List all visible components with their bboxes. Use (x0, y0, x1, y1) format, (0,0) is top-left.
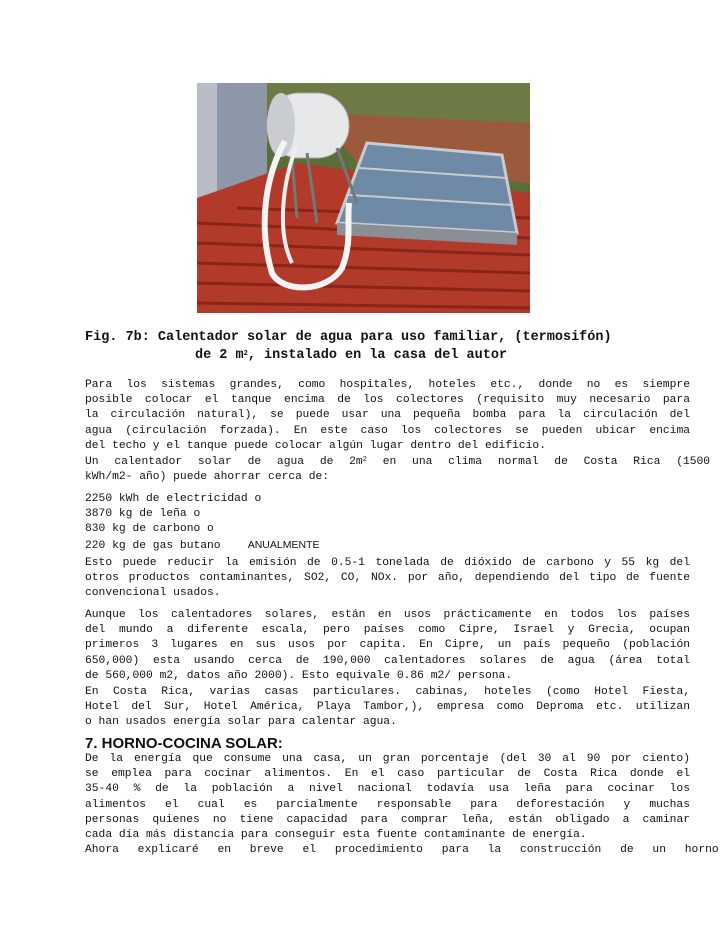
text-line: posible colocar el tanque encima de los colectores (requisito muy necesario para (85, 394, 690, 407)
text-line: del techo y el tanque puede colocar algún lugar dentro del edificio. (85, 439, 546, 452)
list-item: 3870 kg de leña o (85, 508, 201, 521)
list-item: 220 kg de gas butano ANUALMENTE (85, 538, 320, 552)
text-line: Esto puede reducir la emisión de 0.5-1 tonelada de dióxido de carbono y 55 kg del (85, 557, 690, 569)
paragraph-large-systems (85, 378, 690, 454)
text-line: la circulación natural), se puede usar una pequeña bomba para la circulación del (85, 409, 690, 422)
paragraph-cooking-energy (85, 752, 690, 843)
list-item: 830 kg de carbono o (85, 523, 214, 536)
paragraph-world-usage (85, 608, 690, 684)
paragraph-procedure (85, 843, 719, 858)
text-line: Hotel del Sur, Hotel América, Playa Tambor,), empresa como Deproma etc. utilizan (85, 701, 690, 714)
text-line: Aunque los calentadores solares, están en usos prácticamente en todos los países (85, 609, 690, 621)
solar-heater-photo (197, 83, 530, 313)
text-line: 35-40 % de la población a nivel nacional todavía usa leña para cocinar los (85, 783, 690, 796)
caption-line-1: Fig. 7b: Calentador solar de agua para uso familiar, (termosifón) (85, 330, 612, 345)
text-line: primeros 3 lugares en sus usos por capita. En Cipre, un país pequeño (población (85, 639, 690, 652)
text-line: convencional usados. (85, 587, 221, 600)
annual-label: ANUALMENTE (247, 538, 320, 551)
text-line: o han usados energía solar para calentar agua. (85, 716, 397, 729)
text-line: agua (circulación forzada). En este caso los colectores se pueden ubicar encima (85, 424, 690, 437)
text-line: personas quienes no tiene capacidad para comprar leña, están obligado a caminar (85, 813, 690, 826)
caption-line-2: de 2 $m^2$, instalado en la casa del autor (195, 348, 508, 363)
text-line: de 560,000 m2, datos año 2000). Esto equivale 0.86 m2/ persona. (85, 669, 513, 682)
paragraph-heater-savings (85, 455, 711, 485)
text-line: se emplea para cocinar alimentos. En el caso particular de Costa Rica donde el (85, 768, 690, 781)
text-line: cada día más distancia para conseguir esta fuente contaminante de energía. (85, 829, 587, 842)
figure-caption (85, 329, 685, 365)
text-line: alimentos el cual es parcialmente responsable para deforestación y muchas (85, 798, 690, 811)
paragraph-costa-rica (85, 685, 690, 731)
text-line: 650,000) esta usando cerca de 190,000 calentadores solares de agua (área total (85, 654, 690, 667)
text-line: En Costa Rica, varias casas particulares. cabinas, hoteles (como Hotel Fiesta, (85, 686, 690, 698)
paragraph-emissions (85, 556, 690, 602)
savings-list (85, 492, 319, 554)
text-line: otros productos contaminantes, SO2, CO, NOx. por año, dependiendo del tipo de fuente (85, 572, 690, 585)
section-heading: 7. HORNO-COCINA SOLAR: (85, 735, 283, 752)
text-line: del mundo a diferente escala, pero países como Cipre, Israel y Grecia, ocupan (85, 624, 690, 637)
text-line: De la energía que consume una casa, un gran porcentaje (del 30 al 90 por ciento) (85, 753, 690, 765)
text-line: Ahora explicaré en breve el procedimiento para la construcción de un horno (85, 844, 719, 856)
text-line: Un calentador solar de agua de $2m^2$ en una clima normal de Costa Rica (1500 (85, 456, 711, 468)
text-line: Para los sistemas grandes, como hospitales, hoteles etc., donde no es siempre (85, 379, 690, 391)
text-line: kWh/m2- año) puede ahorrar cerca de: (85, 471, 330, 484)
list-item: 2250 kWh de electricidad o (85, 493, 262, 505)
